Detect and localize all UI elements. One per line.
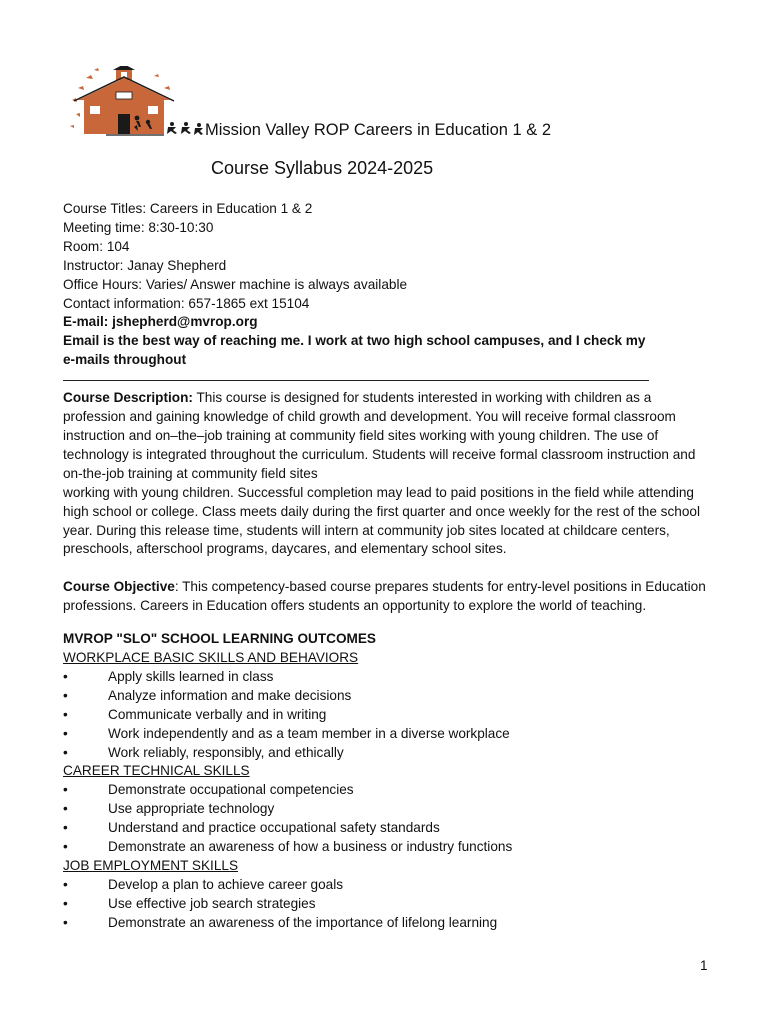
bullet-icon: • [63, 782, 68, 798]
room: Room: 104 [63, 238, 130, 254]
list-item: • Demonstrate an awareness of how a business or industry functions [63, 838, 713, 857]
syllabus-title: Course Syllabus 2024-2025 [211, 158, 434, 178]
list-item: • Understand and practice occupational safety standards [63, 819, 713, 838]
list-item: • Analyze information and make decisions [63, 687, 713, 706]
program-title: Mission Valley ROP Careers in Education 1 & 2 [205, 121, 552, 139]
bullet-icon: • [63, 687, 68, 703]
bullet-icon: • [63, 914, 68, 930]
section-title-workplace: WORKPLACE BASIC SKILLS AND BEHAVIORS [63, 650, 359, 666]
syllabus-content [63, 200, 713, 933]
list-item: • Use effective job search strategies [63, 895, 713, 914]
list-item: • Apply skills learned in class [63, 668, 713, 687]
course-titles: Course Titles: Careers in Education 1 & 2 [63, 201, 313, 216]
list-item: • Use appropriate technology [63, 800, 713, 819]
schoolhouse-logo-icon [64, 66, 204, 140]
list-item: • Communicate verbally and in writing [63, 706, 713, 725]
meeting-time: Meeting time: 8:30-10:30 [63, 219, 214, 235]
bullet-icon: • [63, 839, 68, 855]
email-note-cont: e-mails throughout [63, 352, 187, 368]
list-item: • Work reliably, responsibly, and ethically [63, 744, 713, 763]
email-note: Email is the best way of reaching me. I work at two high school campuses, and I check my [63, 333, 646, 349]
bullet-icon: • [63, 668, 68, 684]
contact-information: Contact information: 657-1865 ext 15104 [63, 295, 310, 311]
bullet-icon: • [63, 744, 68, 760]
description-text: This course is designed for students interested in working with children as a profession and gaining knowledge of child growth and development. You will receive formal classroom instruction and on–the–job training at community field sites working with young children. The use of technology is integrated throughout the curriculum. Students will receive formal classroom instruction and on-the-job training at community field sites [63, 390, 696, 481]
bullet-icon: • [63, 820, 68, 836]
list-item: • Work independently and as a team member in a diverse workplace [63, 725, 713, 744]
bullet-icon: • [63, 876, 68, 892]
course-description-cont: working with young children. Successful completion may lead to paid positions in the field while attending high school or college. Class meets daily during the first quarter and once weekly for the rest of the school year. During this release time, students will intern at community job sites located at childcare centers, preschools, afterschool programs, daycares, and elementary school sites. [63, 484, 700, 557]
bullet-icon: • [63, 706, 68, 722]
divider [63, 370, 649, 381]
list-item: • Demonstrate occupational competencies [63, 781, 713, 800]
list-item: • Demonstrate an awareness of the importance of lifelong learning [63, 914, 713, 933]
section-title-job-employment: JOB EMPLOYMENT SKILLS [63, 858, 239, 873]
outcomes-heading: MVROP "SLO" SCHOOL LEARNING OUTCOMES [63, 631, 376, 647]
instructor: Instructor: Janay Shepherd [63, 257, 227, 273]
description-label: Course Description: [63, 390, 193, 406]
bullet-icon: • [63, 801, 68, 817]
email-link[interactable]: E-mail: jshepherd@mvrop.org [63, 314, 258, 330]
course-objective [63, 578, 713, 616]
objective-label: Course Objective [63, 579, 175, 595]
bullet-icon: • [63, 725, 68, 741]
list-item: • Develop a plan to achieve career goals [63, 876, 713, 895]
objective-text: : This competency-based course prepares students for entry-level positions in Education professions. Careers in Education offers students an opportunity to explore the world of teaching. [63, 579, 706, 614]
office-hours: Office Hours: Varies/ Answer machine is always available [63, 276, 408, 292]
page-number: 1 [700, 958, 708, 973]
bullet-icon: • [63, 895, 68, 911]
course-description [63, 389, 713, 484]
section-title-career-technical: CAREER TECHNICAL SKILLS [63, 763, 250, 779]
